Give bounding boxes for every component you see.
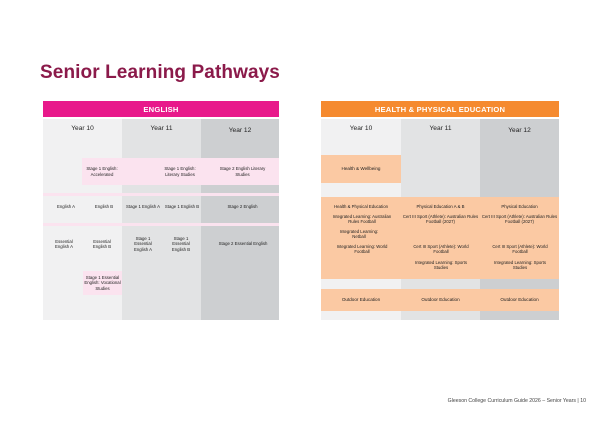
hpe-y11-cert-afl: Cert III Sport (Athlete): Australian Rules Football (2027) [402, 213, 479, 224]
english-stage1-essential-a: Stage 1 Essential English A [134, 235, 152, 252]
english-year12-label: Year 12 [228, 127, 252, 134]
english-stage1-a: Stage 1 English A [126, 204, 160, 210]
hpe-health-wellbeing: Health & Wellbeing [341, 166, 381, 172]
english-stage1-vocational: Stage 1 Essential English: Vocational Studies [84, 274, 121, 291]
english-stage1-accelerated: Stage 1 English: Accelerated [86, 166, 118, 177]
english-header: ENGLISH [43, 101, 279, 117]
hpe-panel [321, 101, 559, 320]
english-year11-label: Year 11 [150, 125, 173, 132]
english-essential-b: Essential English B [92, 238, 112, 249]
english-stage2-essential: Stage 2 Essential English [218, 241, 268, 247]
english-stage1-essential-b: Stage 1 Essential English B [171, 235, 191, 252]
hpe-year11-label: Year 11 [429, 125, 452, 132]
english-english-b: English B [94, 204, 114, 210]
hpe-y12-pe: Physical Education [501, 204, 538, 210]
english-english-a: English A [57, 204, 75, 210]
english-stage1-literary: Stage 1 English: Literary Studies [164, 166, 196, 177]
english-panel [43, 101, 279, 320]
english-stage1-b: Stage 1 English B [164, 204, 200, 210]
english-stage2-literary: Stage 2 English Literary Studies [219, 166, 266, 177]
hpe-y10-il-afl: Integrated Learning: Australian Rules Football [332, 213, 392, 224]
hpe-y11-il-sports: Integrated Learning: Sports Studies [414, 259, 468, 270]
page-footer: Gleeson College Curriculum Guide 2026 – Senior Years | 10 [447, 398, 586, 404]
english-col-year12 [201, 119, 279, 320]
english-year10-label: Year 10 [71, 125, 94, 132]
hpe-y12-cert-world: Cert III Sport (Athlete): World Football [492, 243, 548, 254]
hpe-y11-cert-world: Cert III Sport (Athlete): World Football [413, 243, 469, 254]
page-title: Senior Learning Pathways [40, 62, 280, 83]
hpe-year10-label: Year 10 [349, 125, 373, 132]
english-stage2-english: Stage 2 English [227, 204, 258, 210]
hpe-year12-label: Year 12 [508, 127, 531, 134]
hpe-y10-outdoor: Outdoor Education [341, 297, 381, 303]
hpe-y11-pe: Physical Education A & B [416, 204, 465, 210]
hpe-y10-il-netball: Integrated Learning: Netball [339, 228, 379, 239]
hpe-y12-outdoor: Outdoor Education [500, 297, 539, 303]
hpe-y10-hpe: Health & Physical Education [334, 204, 388, 210]
hpe-header: HEALTH & PHYSICAL EDUCATION [321, 101, 559, 117]
english-separator-2 [43, 223, 279, 226]
hpe-y11-outdoor: Outdoor Education [421, 297, 460, 303]
hpe-y12-il-sports: Integrated Learning: Sports Studies [493, 259, 547, 270]
english-col-year11 [122, 119, 201, 320]
english-separator [43, 193, 279, 196]
hpe-y10-il-world: Integrated Learning: World Football [336, 243, 388, 254]
hpe-y12-cert-afl: Cert III Sport (Athlete): Australian Rules Football (2027) [481, 213, 558, 224]
english-essential-a: Essential English A [55, 238, 73, 249]
